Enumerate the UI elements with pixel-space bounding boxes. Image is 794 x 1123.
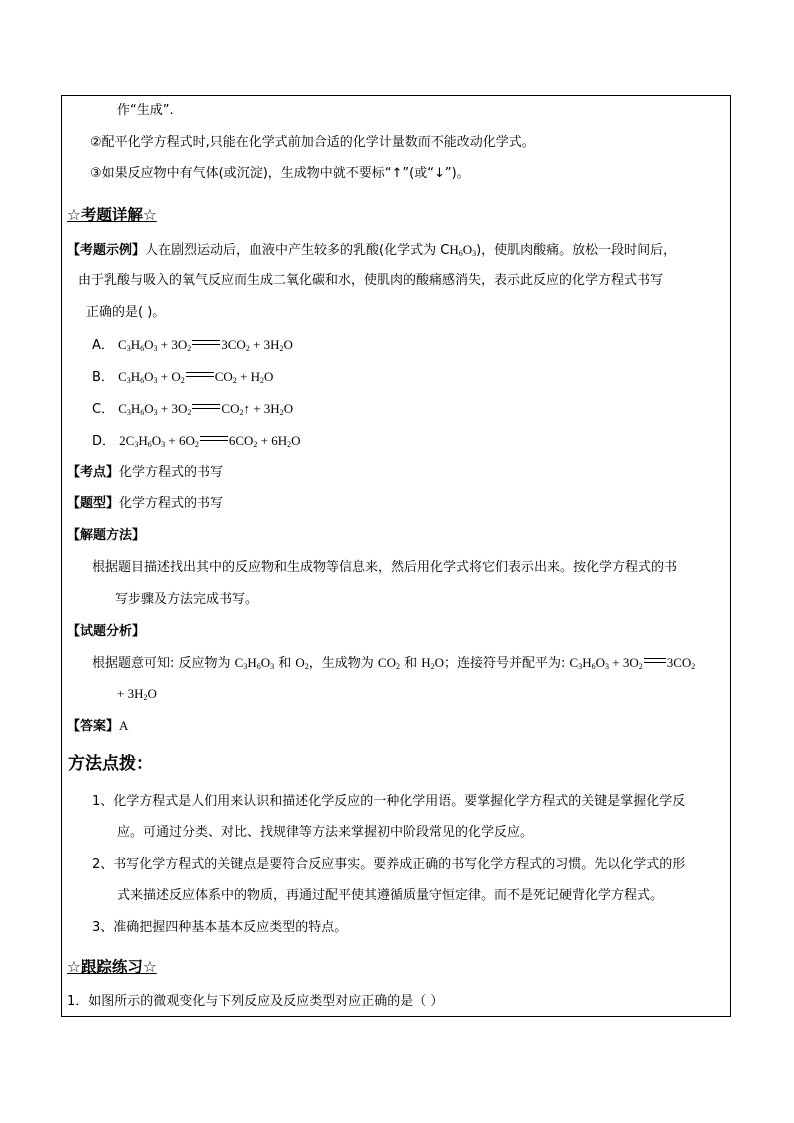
method-item-1-line-2: 应。可通过分类、对比、找规律等方法来掌握初中阶段常见的化学反应。 [117, 825, 534, 840]
kaodian-tag: 【考点】 [67, 465, 120, 480]
option-a[interactable] [92, 335, 293, 356]
fenxi-line-1: 根据题意可知: 反应物为 $C_3H_6O_3$ 和 $O_2$，生成物为 $CO_2$ 和 $H_2O$；连接符号并配平为: $C_3H_6O_3 + 3O_2$ $3CO_2$ [92, 655, 696, 671]
fenxi-equation: $C_3H_6O_3 + 3O_2$ $3CO_2$ [569, 655, 696, 671]
answer-line [67, 716, 128, 737]
section-practice-heading: ☆跟踪练习☆ [67, 958, 157, 976]
method-title: 方法点拨： [68, 754, 153, 774]
answer-text: A [119, 718, 129, 733]
fenxi-text-e: ；连接符号并配平为: [444, 656, 570, 671]
example-line-1: 【考题示例】人在剧烈运动后，血液中产生较多的乳酸(化学式为 $CH_6O_3$)，使肌肉酸痛。放松一段时间后， [67, 242, 677, 258]
option-b-equation: $C_3H_6O_3 + O_2$ $CO_2 + H_2O$ [118, 369, 274, 385]
note-line-1: ②配平化学方程式时,只能在化学式前加合适的化学计量数而不能改动化学式。 [90, 135, 535, 150]
example-text-1-tail: )，使肌肉酸痛。放松一段时间后， [476, 243, 677, 258]
question-1: 1．如图所示的微观变化与下列反应及反应类型对应正确的是（ ） [67, 994, 444, 1009]
option-d-label: D． [92, 434, 116, 449]
tixing-text: 化学方程式的书写 [119, 496, 224, 511]
example-text-1: 人在剧烈运动后，血液中产生较多的乳酸(化学式为 C [145, 243, 450, 258]
method-item-2-line-1: 2、书写化学方程式的关键点是要符合反应事实。要养成正确的书写化学方程式的习惯。先以化学式的形 [92, 857, 686, 872]
jieti-line-1: 根据题目描述找出其中的反应物和生成物等信息来，然后用化学式将它们表示出来。按化学方程式的书 [92, 560, 678, 575]
option-d-equation: $2C_3H_6O_3 + 6O_2$ $6CO_2 + 6H_2O$ [119, 433, 301, 449]
section-exam-heading: ☆考题详解☆ [67, 206, 157, 224]
example-line-2: 由于乳酸与吸入的氧气反应而生成二氧化碳和水，使肌肉的酸痛感消失，表示此反应的化学方程式书写 [78, 273, 664, 288]
example-line-3: 正确的是( )。 [86, 305, 166, 320]
kaodian-text: 化学方程式的书写 [119, 465, 224, 480]
content-frame [61, 95, 731, 1017]
fenxi-text-a: 根据题意可知: 反应物为 [92, 656, 235, 671]
jieti-tag: 【解题方法】 [67, 528, 146, 543]
option-c[interactable] [92, 399, 293, 420]
method-item-1-line-1: 1、化学方程式是人们用来认识和描述化学反应的一种化学用语。要掌握化学方程式的关键是掌握化学反 [92, 794, 686, 809]
fenxi-text-b: 和 [274, 656, 296, 671]
example-tag: 【考题示例】 [67, 243, 146, 258]
fenxi-tag: 【试题分析】 [67, 624, 146, 639]
fenxi-text-d: 和 [399, 656, 422, 671]
option-c-label: C． [92, 402, 115, 417]
fenxi-line-2: + $3H_2O$ [117, 686, 157, 702]
option-b-label: B． [92, 370, 114, 385]
jieti-line-2: 写步骤及方法完成书写。 [115, 592, 259, 607]
option-a-equation: $C_3H_6O_3 + 3O_2$ $3CO_2 + 3H_2O$ [118, 337, 293, 353]
option-d[interactable] [92, 431, 301, 452]
note-line-0: 作“生成”. [117, 103, 174, 118]
option-a-label: A． [92, 338, 114, 353]
note-line-2: ③如果反应物中有气体(或沉淀)，生成物中就不要标“↑”(或“↓”)。 [90, 166, 470, 181]
answer-tag: 【答案】 [67, 719, 120, 734]
kaodian-line [67, 463, 223, 483]
option-c-equation: $C_3H_6O_3 + 3O_2$ $CO_2↑ + 3H_2O$ [118, 401, 294, 417]
option-b[interactable] [92, 367, 273, 388]
tixing-line [67, 494, 223, 514]
tixing-tag: 【题型】 [67, 496, 120, 511]
fenxi-text-c: ，生成物为 [308, 656, 378, 671]
method-item-2-line-2: 式来描述反应体系中的物质，再通过配平使其遵循质量守恒定律。而不是死记硬背化学方程式。 [117, 888, 664, 903]
method-item-3: 3、准确把握四种基本基本反应类型的特点。 [92, 920, 348, 935]
